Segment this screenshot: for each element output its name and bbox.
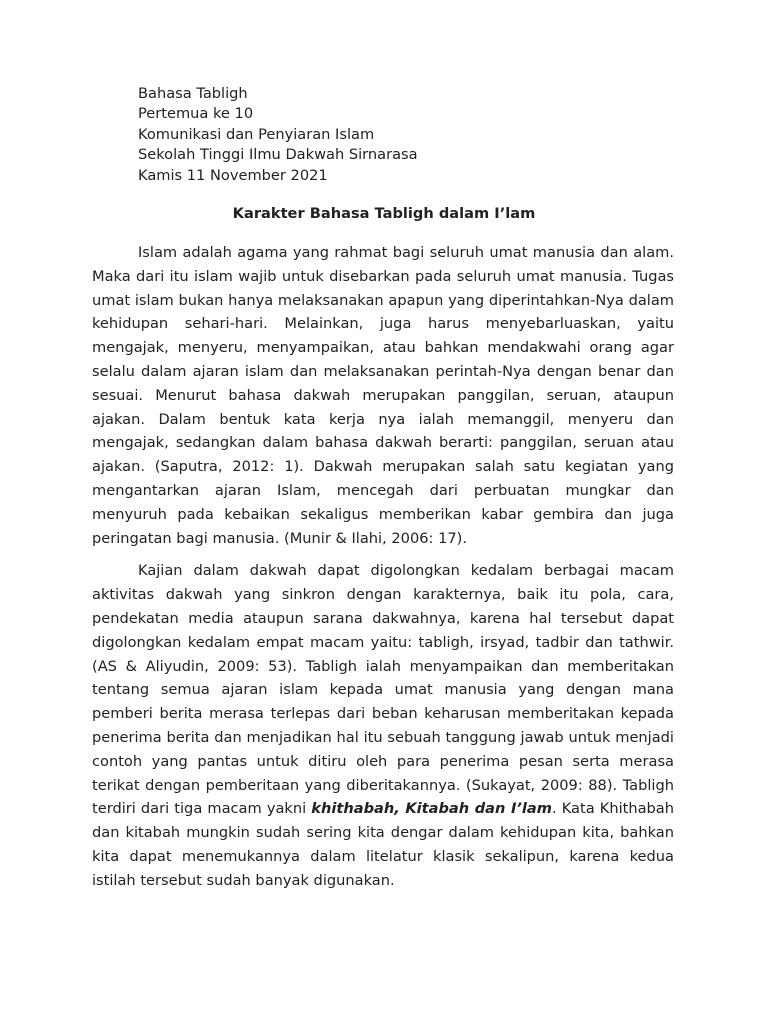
- header-institution: Sekolah Tinggi Ilmu Dakwah Sirnarasa: [138, 146, 418, 164]
- header-meeting: Pertemua ke 10: [138, 105, 254, 123]
- paragraph-2: [92, 559, 674, 892]
- paragraph-1: Islam adalah agama yang rahmat bagi seluruh umat manusia dan alam. Maka dari itu islam wajib untuk disebarkan pada seluruh umat manusia. Tugas umat islam bukan hanya melaksanakan apapun yang diperintahkan-Nya dalam kehidupan sehari-hari. Melainkan, juga harus menyebarluaskan, yaitu mengajak, menyeru, menyampaikan, atau bahkan mendakwahi orang agar selalu dalam ajaran islam dan melaksanakan perintah-Nya dengan benar dan sesuai. Menurut bahasa dakwah merupakan panggilan, seruan, ataupun ajakan. Dalam bentuk kata kerja nya ialah memanggil, menyeru dan mengajak, sedangkan dalam bahasa dakwah berarti: panggilan, seruan atau ajakan. (Saputra, 2012: 1). Dakwah merupakan salah satu kegiatan yang mengantarkan ajaran Islam, mencegah dari perbuatan mungkar dan menyuruh pada kebaikan sekaligus memberikan kabar gembira dan juga peringatan bagi manusia. (Munir & Ilahi, 2006: 17).: [92, 244, 674, 547]
- document-title: Karakter Bahasa Tabligh dalam I’lam: [232, 205, 536, 222]
- paragraph-2-text-start: Kajian dalam dakwah dapat digolongkan kedalam berbagai macam aktivitas dakwah yang sinkron dengan karakternya, baik itu pola, cara, pendekatan media ataupun sarana dakwahnya, karena hal tersebut dapat digolongkan kedalam empat macam yaitu: tabligh, irsyad, tadbir dan tathwir. (AS & Aliyudin, 2009: 53). Tabligh ialah menyampaikan dan memberitakan tentang semua ajaran islam kepada umat manusia yang dengan mana pemberi berita merasa terlepas dari beban keharusan memberitakan kepada penerima berita dan menjadikan hal itu sebuah tanggung jawab untuk menjadi contoh yang pantas untuk ditiru oleh para penerima pesan serta merasa terikat dengan pemberitaan yang diberitakannya. (Sukayat, 2009: 88). Tabligh terdiri dari tiga macam yakni: [92, 562, 674, 818]
- header-course: Bahasa Tabligh: [138, 85, 248, 102]
- paragraph-2-text-end: . Kata Khithabah dan kitabah mungkin sudah sering kita dengar dalam kehidupan kita, bahkan kita dapat menemukannya dalam litelatur klasik sekalipun, karena kedua istilah tersebut sudah banyak digunakan.: [92, 800, 674, 889]
- header-date: Kamis 11 November 2021: [138, 166, 328, 184]
- header-program: Komunikasi dan Penyiaran Islam: [138, 125, 375, 143]
- document-header: [138, 84, 418, 186]
- paragraph-2-emphasis: khithabah, Kitabah dan I’lam: [311, 800, 552, 818]
- document-body: [92, 241, 674, 893]
